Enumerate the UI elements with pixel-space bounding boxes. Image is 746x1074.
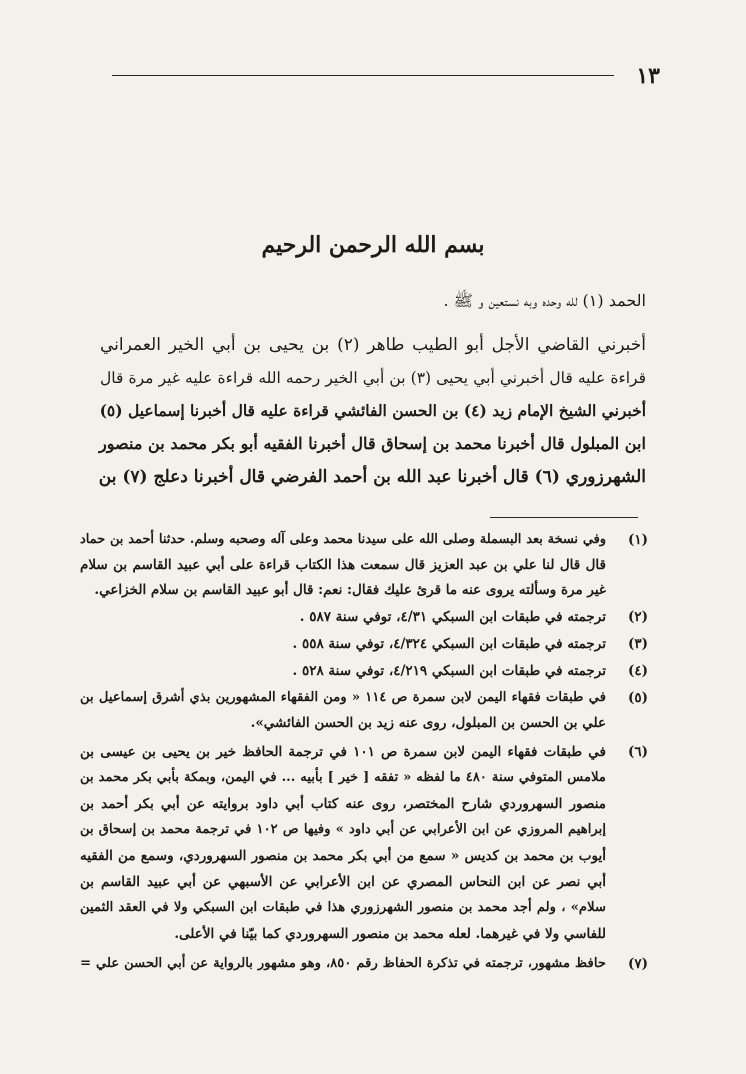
footnote-line: في طبقات فقهاء اليمن لابن سمرة ص ١١٤ « ومن الفقهاء المشهورين بذي أشرق إسماعيل بن [80, 690, 606, 705]
footnote-number: (٢) [627, 609, 648, 625]
footnote-line: قال قال لنا علي بن عبد العزيز قال سمعت هذا الكتاب قراءة على أبي عبيد القاسم بن سلام [80, 557, 606, 573]
footnote-line: علي بن الحسن بن المبلول، روى عنه زيد بن الحسن الفائشي». [250, 715, 606, 731]
footnote-number: (٥) [627, 690, 648, 706]
footnote-line: ترجمته في طبقات ابن السبكي ٤/٢١٩، توفي سنة ٥٢٨ . [292, 663, 606, 679]
footnote-line: ملامس المتوفي سنة ٤٨٠ ما لفظه « تفقه [ خير ] بأبيه ... في اليمن، وبمكة بأبي بكر محمد بن [80, 770, 606, 785]
footnote-line: ترجمته في طبقات ابن السبكي ٤/٣٢٤، توفي سنة ٥٥٨ . [292, 636, 606, 652]
page-header [112, 62, 660, 92]
footnote-line: للفاسي ولا في غيرهما. لعله محمد بن منصور السهروردي كما بيّنا في الأعلى. [174, 926, 606, 942]
footnote-line: غير مرة وسألته يروى عنه ما قرئ عليك فقال: نعم: قال أبو عبيد القاسم بن سلام الخزاعي. [94, 582, 606, 598]
footnote-line: أبي نصر عن ابن النحاس المصري عن ابن الأعرابي عن الأسبهي عن أبي عبيد القاسم بن [80, 874, 606, 890]
footnote-line: ترجمته في طبقات ابن السبكي ٤/٣١، توفي سنة ٥٨٧ . [299, 609, 606, 625]
footnote-line: سلام» ، ولم أجد محمد بن منصور الشهرزوري هذا في طبقات ابن السبكي ولا في العقد الثمين [80, 900, 606, 915]
basmala: بسم الله الرحمن الرحيم [261, 232, 485, 258]
footnote-number: (١) [627, 532, 648, 548]
main-text-line: الشهرزوري (٦) قال أخبرنا عبد الله بن أحمد الفرضي قال أخبرنا دعلج (٧) بن [98, 467, 646, 487]
footnote-line: وفي نسخة بعد البسملة وصلى الله على سيدنا محمد وعلى آله وصحبه وسلم. حدثنا أحمد بن حماد [80, 532, 606, 547]
footnote-line: حافظ مشهور، ترجمته في تذكرة الحفاظ رقم ٨٥٠، وهو مشهور بالرواية عن أبي الحسن علي = [80, 956, 606, 971]
page-number: ١٣ [636, 63, 660, 89]
footnote-number: (٤) [627, 663, 648, 679]
footnote-separator [490, 517, 638, 518]
footnote-number: (٧) [627, 956, 648, 972]
header-rule [112, 75, 614, 76]
footnote-number: (٦) [627, 744, 648, 760]
footnote-number: (٣) [627, 636, 648, 652]
main-text-line: أخبرني القاضي الأجل أبو الطيب طاهر (٢) بن يحيى بن أبي الخير العمراني [100, 335, 646, 355]
main-text-line: الحمد (١) لله وحده وبه نستعين و ﷺ . [443, 291, 646, 310]
footnote-line: في طبقات فقهاء اليمن لابن سمرة ص ١٠١ في ترجمة الحافظ خير بن يحيى بن عيسى بن [80, 744, 606, 760]
footnote-line: منصور السهروردي شارح المختصر، روى عنه كتاب أبي داود بروايته عن أبي بكر أحمد بن [80, 796, 606, 812]
footnote-line: أيوب بن محمد بن كديس « سمع من أبي بكر محمد بن منصور السهروردي، وسمع من الفقيه [80, 848, 606, 864]
main-text-line: أخبرني الشيخ الإمام زيد (٤) بن الحسن الفائشي قراءة عليه قال أخبرنا إسماعيل (٥) [99, 401, 646, 420]
main-text-line: قراءة عليه قال أخبرني أبي يحيى (٣) بن أبي الخير رحمه الله قراءة عليه غير مرة قال [100, 369, 646, 387]
footnote-line: إبراهيم المروزي عن ابن الأعرابي عن أبي داود » وفيها ص ١٠٢ في ترجمة محمد بن إسحاق بن [80, 822, 607, 837]
main-text-line: ابن المبلول قال أخبرنا محمد بن إسحاق قال أخبرنا الفقيه أبو بكر محمد بن منصور [98, 434, 646, 453]
